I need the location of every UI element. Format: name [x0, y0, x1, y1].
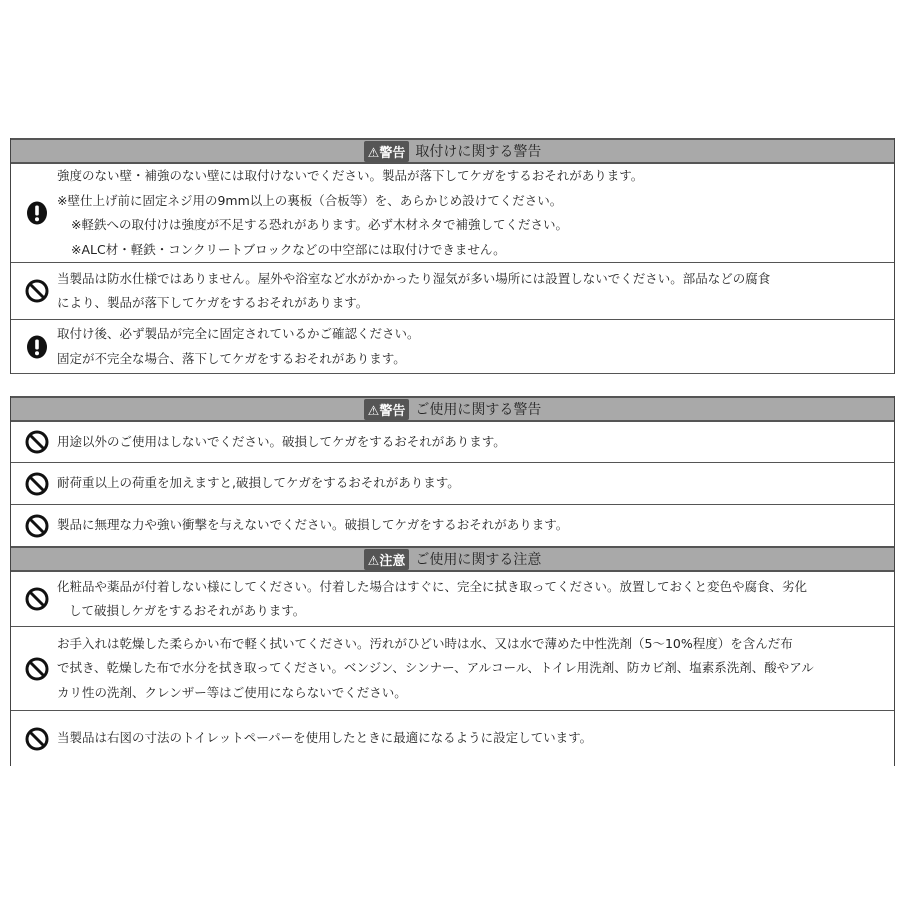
warning-item	[11, 463, 894, 505]
item-text: で拭き、乾燥した布で水分を拭き取ってください。ベンジン、シンナー、アルコール、トイレ用洗剤、防カビ剤、塩素系洗剤、酸やアル	[57, 660, 814, 676]
caution-item	[11, 711, 894, 766]
item-text: により、製品が落下してケガをするおそれがあります。	[57, 295, 369, 310]
section-header	[11, 138, 894, 164]
item-text: 当製品は右図の寸法のトイレットペーパーを使用したときに最適になるように設定しています。	[57, 730, 593, 746]
item-text: ※ALC材・軽鉄・コンクリートブロックなどの中空部には取付けできません。	[71, 241, 506, 257]
item-text: 用途以外のご使用はしないでください。破損してケガをするおそれがあります。	[57, 433, 506, 449]
warning-item	[11, 164, 894, 263]
item-text: 強度のない壁・補強のない壁には取付けないでください。製品が落下してケガをするおそれがあります。	[57, 168, 644, 183]
section-header	[11, 546, 894, 572]
item-text: 当製品は防水仕様ではありません。屋外や浴室など水がかかったり湿気が多い場所には設置しないでください。部品などの腐食	[57, 270, 771, 286]
section-title: ご使用に関する注意	[415, 552, 542, 568]
prohibited-icon	[25, 587, 49, 611]
item-text: お手入れは乾燥した柔らかい布で軽く拭いてください。汚れがひどい時は水、又は水で薄めた中性洗剤（5～10%程度）を含んだ布	[57, 635, 793, 651]
warning-item	[11, 263, 894, 320]
section-title: ご使用に関する警告	[415, 402, 542, 418]
item-text: 固定が不完全な場合、落下してケガをするおそれがあります。	[57, 350, 406, 366]
item-text: 取付け後、必ず製品が完全に固定されているかご確認ください。	[57, 326, 420, 341]
exclamation-icon	[25, 335, 49, 359]
section-header	[11, 396, 894, 422]
warning-item	[11, 422, 894, 463]
item-text: カリ性の洗剤、クレンザー等はご使用にならないでください。	[57, 684, 407, 700]
prohibited-icon	[25, 279, 49, 303]
warning-badge: ⚠警告	[364, 141, 410, 162]
caution-item	[11, 572, 894, 627]
section-title: 取付けに関する警告	[415, 144, 542, 160]
warning-item	[11, 505, 894, 546]
item-text: ※軽鉄への取付けは強度が不足する恐れがあります。必ず木材ネタで補強してください。	[71, 217, 568, 232]
exclamation-icon	[25, 201, 49, 225]
caution-badge: ⚠注意	[364, 549, 410, 570]
prohibited-icon	[25, 472, 49, 496]
warning-badge: ⚠警告	[364, 399, 410, 420]
prohibited-icon	[25, 657, 49, 681]
item-text: して破損しケガをするおそれがあります。	[69, 603, 306, 618]
caution-item	[11, 627, 894, 711]
warning-item	[11, 320, 894, 374]
item-text: 化粧品や薬品が付着しない様にしてください。付着した場合はすぐに、完全に拭き取ってください。放置しておくと変色や腐食、劣化	[57, 578, 808, 594]
item-text: 製品に無理な力や強い衝撃を与えないでください。破損してケガをするおそれがあります。	[57, 517, 569, 533]
prohibited-icon	[25, 430, 49, 454]
usage-warning-section	[10, 396, 895, 766]
item-text: 耐荷重以上の荷重を加えますと,破損してケガをするおそれがあります。	[57, 475, 460, 491]
installation-warning-section	[10, 138, 895, 374]
prohibited-icon	[25, 514, 49, 538]
prohibited-icon	[25, 727, 49, 751]
item-text: ※壁仕上げ前に固定ネジ用の9mm以上の裏板（合板等）を、あらかじめ設けてください。	[57, 192, 563, 208]
